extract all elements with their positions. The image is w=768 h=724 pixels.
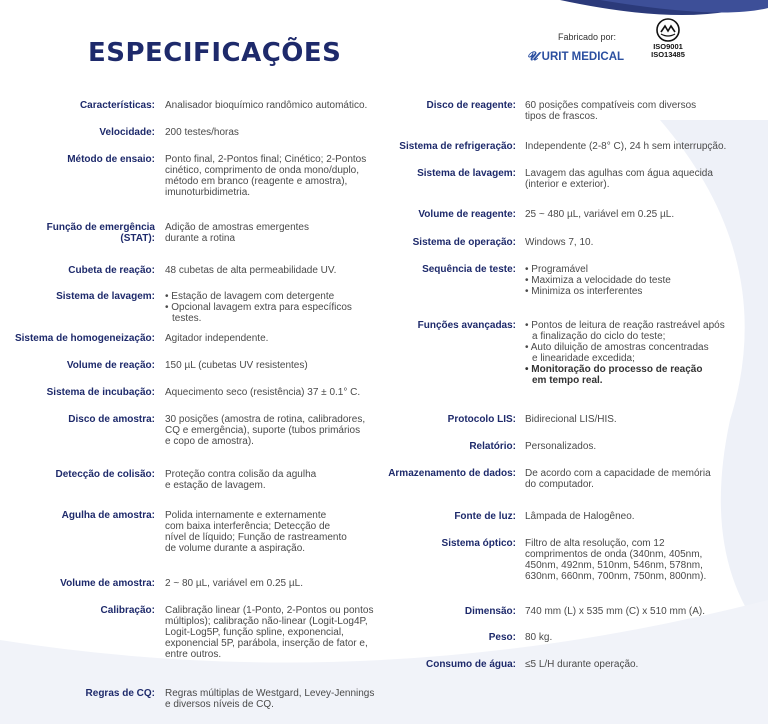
spec-value-line: Proteção contra colisão da agulha <box>165 469 317 480</box>
spec-label-text: Armazenamento de dados: <box>388 468 516 479</box>
spec-value-line: em tempo real. <box>532 375 603 386</box>
spec-value <box>525 538 740 582</box>
spec-value-line: Analisador bioquímico randômico automático. <box>165 100 368 111</box>
spec-value-line: 60 posições compatíveis com diversos <box>525 100 697 111</box>
spec-value-line: 450nm, 492nm, 510nm, 546nm, 578nm, <box>525 560 703 571</box>
spec-label <box>0 688 155 699</box>
spec-value <box>165 333 380 344</box>
spec-value-line: imunoturbidimetria. <box>165 187 251 198</box>
spec-value-line: Filtro de alta resolução, com 12 <box>525 538 665 549</box>
spec-value <box>525 632 740 643</box>
spec-value <box>165 387 380 398</box>
spec-value-line: Independente (2-8° C), 24 h sem interrupção. <box>525 141 727 152</box>
spec-value-line: a finalização do ciclo do teste; <box>532 331 666 342</box>
spec-value-line: (interior e exterior). <box>525 179 610 190</box>
spec-label-text: Método de ensaio: <box>67 154 155 165</box>
spec-label-text: Sistema de homogeneização: <box>14 333 155 344</box>
page-title: ESPECIFICAÇÕES <box>88 38 342 68</box>
spec-label <box>0 578 155 589</box>
spec-value-line: com baixa interferência; Detecção de <box>165 521 331 532</box>
spec-row-sistema-de-refrigeracao <box>0 141 768 152</box>
spec-label <box>346 100 516 111</box>
manufacturer-block <box>527 32 637 64</box>
spec-label <box>0 222 155 244</box>
spec-label <box>346 209 516 220</box>
spec-label-text: Volume de reação: <box>66 360 155 371</box>
spec-label-text: Sistema de operação: <box>412 237 516 248</box>
spec-value-line: • Maximiza a velocidade do teste <box>525 275 671 286</box>
spec-value-line: Logit-Log5P, função spline, exponencial, <box>165 627 344 638</box>
spec-label <box>0 469 155 480</box>
spec-value-line: 150 µL (cubetas UV resistentes) <box>165 360 308 371</box>
spec-label-text: Sistema de lavagem: <box>56 291 155 302</box>
spec-label <box>346 538 516 549</box>
spec-label-text: Calibração: <box>100 605 155 616</box>
spec-row-volume-de-reagente <box>0 209 768 220</box>
spec-value <box>525 264 740 297</box>
spec-value-line: Calibração linear (1-Ponto, 2-Pontos ou pontos <box>165 605 374 616</box>
spec-label-text: Consumo de água: <box>425 659 516 670</box>
spec-label-text: Dimensão: <box>464 606 516 617</box>
spec-value-line: método em branco (reagente e amostra), <box>165 176 348 187</box>
spec-label <box>0 100 155 111</box>
spec-value <box>525 659 740 670</box>
spec-label <box>346 414 516 425</box>
spec-value-line: Regras múltiplas de Westgard, Levey-Jennings <box>165 688 375 699</box>
spec-value-line: Windows 7, 10. <box>525 237 594 248</box>
spec-value-line: • Monitoração do processo de reação <box>525 364 703 375</box>
spec-label <box>346 632 516 643</box>
spec-label <box>346 141 516 152</box>
spec-value <box>525 468 740 490</box>
spec-value-line: • Pontos de leitura de reação rastreável após <box>525 320 725 331</box>
spec-label-text: Volume de reagente: <box>418 209 516 220</box>
spec-label-text: Características: <box>79 100 155 111</box>
spec-row-consumo-de-agua <box>0 659 768 670</box>
spec-label <box>346 606 516 617</box>
spec-value-line: 48 cubetas de alta permeabilidade UV. <box>165 265 337 276</box>
spec-value-line: Bidirecional LIS/HIS. <box>525 414 617 425</box>
spec-row-velocidade <box>0 127 768 138</box>
spec-label-text: Protocolo LIS: <box>447 414 516 425</box>
manufacturer-label: Fabricado por: <box>557 32 617 42</box>
spec-row-regras-de-cq <box>0 688 768 710</box>
spec-value <box>525 100 740 122</box>
spec-label-text-2: (STAT): <box>120 233 155 244</box>
spec-value-line: 740 mm (L) x 535 mm (C) x 510 mm (A). <box>525 606 706 617</box>
spec-value <box>525 168 740 190</box>
spec-value <box>165 688 380 710</box>
spec-value-line: 630nm, 660nm, 700nm, 750nm, 800nm). <box>525 571 707 582</box>
spec-value-line: 30 posições (amostra de rotina, calibradores, <box>165 414 366 425</box>
spec-value-line: ≤5 L/H durante operação. <box>525 659 639 670</box>
spec-label-text: Relatório: <box>469 441 516 452</box>
iso-seal-icon <box>655 17 681 43</box>
spec-value-line: • Programável <box>525 264 588 275</box>
spec-value <box>165 578 380 589</box>
spec-value-line: entre outros. <box>165 649 222 660</box>
spec-label <box>0 333 155 344</box>
spec-value-line: Personalizados. <box>525 441 597 452</box>
spec-label <box>346 264 516 275</box>
spec-label <box>346 320 516 331</box>
spec-value-line: e linearidade excedida; <box>532 353 635 364</box>
spec-label-text: Velocidade: <box>99 127 155 138</box>
spec-value-line: múltiplos); calibração não-linear (Logit-Log4P, <box>165 616 368 627</box>
spec-value <box>525 441 740 452</box>
spec-value-line: e diversos níveis de CQ. <box>165 699 274 710</box>
spec-value-line: Adição de amostras emergentes <box>165 222 309 233</box>
spec-label-text: Sistema de lavagem: <box>417 168 516 179</box>
spec-label-text: Sistema de refrigeração: <box>399 141 516 152</box>
spec-value-line: durante a rotina <box>165 233 236 244</box>
spec-value-line: do computador. <box>525 479 594 490</box>
spec-label <box>0 127 155 138</box>
spec-label <box>0 414 155 425</box>
spec-value-line: e copo de amostra). <box>165 436 254 447</box>
spec-label <box>346 511 516 522</box>
spec-value <box>525 141 740 152</box>
spec-value-line: tipos de frascos. <box>525 111 598 122</box>
spec-value-line: Aquecimento seco (resistência) 37 ± 0.1° C. <box>165 387 361 398</box>
spec-label <box>346 468 516 479</box>
iso-13485: ISO13485 <box>651 50 685 59</box>
spec-label <box>346 168 516 179</box>
spec-value-line: • Auto diluição de amostras concentradas <box>525 342 709 353</box>
spec-value-line: • Minimiza os interferentes <box>525 286 643 297</box>
spec-value-line: 25 ~ 480 µL, variável em 0.25 µL. <box>525 209 675 220</box>
spec-label-text: Disco de amostra: <box>68 414 155 425</box>
urit-logo-icon: 𝓤 <box>527 49 538 63</box>
spec-label <box>0 154 155 165</box>
spec-value-line: • Estação de lavagem com detergente <box>165 291 335 302</box>
spec-value-line: nível de líquido; Função de rastreamento <box>165 532 347 543</box>
spec-label <box>0 360 155 371</box>
spec-label-text: Regras de CQ: <box>85 688 155 699</box>
spec-label-text: Sequência de teste: <box>422 264 516 275</box>
spec-label-text: Funções avançadas: <box>417 320 516 331</box>
spec-label-text: Agulha de amostra: <box>61 510 155 521</box>
spec-label-text: Disco de reagente: <box>426 100 516 111</box>
spec-value-line: 200 testes/horas <box>165 127 239 138</box>
spec-label-text: Fonte de luz: <box>454 511 516 522</box>
spec-value-line: Ponto final, 2-Pontos final; Cinético; 2-Pontos <box>165 154 367 165</box>
spec-value-line: 2 ~ 80 µL, variável em 0.25 µL. <box>165 578 303 589</box>
spec-label <box>0 265 155 276</box>
spec-value-line: CQ e emergência), suporte (tubos primários <box>165 425 361 436</box>
spec-label <box>346 441 516 452</box>
spec-value-line: • Opcional lavagem extra para específicos testes. <box>165 302 352 324</box>
iso-9001: ISO9001 <box>653 42 683 51</box>
spec-value-line: comprimentos de onda (340nm, 405nm, <box>525 549 703 560</box>
spec-value-line: exponencial 5P, parábola, inserção de fator e, <box>165 638 368 649</box>
spec-label-text: Cubeta de reação: <box>68 265 155 276</box>
spec-label <box>0 291 155 302</box>
spec-value-line: cinético, comprimento de onda mono/duplo, <box>165 165 360 176</box>
iso-certification <box>648 17 688 59</box>
spec-value <box>525 606 740 617</box>
spec-value <box>525 511 740 522</box>
spec-value-line: Agitador independente. <box>165 333 269 344</box>
spec-value <box>525 209 740 220</box>
spec-label-text: Função de emergência <box>46 222 155 233</box>
spec-value <box>165 127 380 138</box>
spec-value <box>165 360 380 371</box>
spec-label <box>346 237 516 248</box>
spec-value <box>525 320 740 386</box>
spec-label-text: Detecção de colisão: <box>55 469 155 480</box>
spec-label <box>346 659 516 670</box>
spec-value-line: Lâmpada de Halogêneo. <box>525 511 635 522</box>
spec-value-line: De acordo com a capacidade de memória <box>525 468 711 479</box>
spec-value <box>525 237 740 248</box>
brand-logo <box>527 49 637 64</box>
spec-label-text: Peso: <box>488 632 516 643</box>
spec-value-line: e estação de lavagem. <box>165 480 266 491</box>
spec-value-line: Lavagem das agulhas com água aquecida <box>525 168 713 179</box>
spec-value-line: de volume durante a aspiração. <box>165 543 306 554</box>
spec-label-text: Sistema de incubação: <box>46 387 155 398</box>
spec-value-line: Polida internamente e externamente <box>165 510 327 521</box>
spec-value <box>525 414 740 425</box>
spec-value-line: 80 kg. <box>525 632 553 643</box>
spec-label-text: Sistema óptico: <box>441 538 516 549</box>
spec-label <box>0 387 155 398</box>
spec-label-text: Volume de amostra: <box>60 578 155 589</box>
spec-row-sistema-de-incubacao <box>0 387 768 398</box>
brand-name: URIT MEDICAL <box>541 50 625 63</box>
